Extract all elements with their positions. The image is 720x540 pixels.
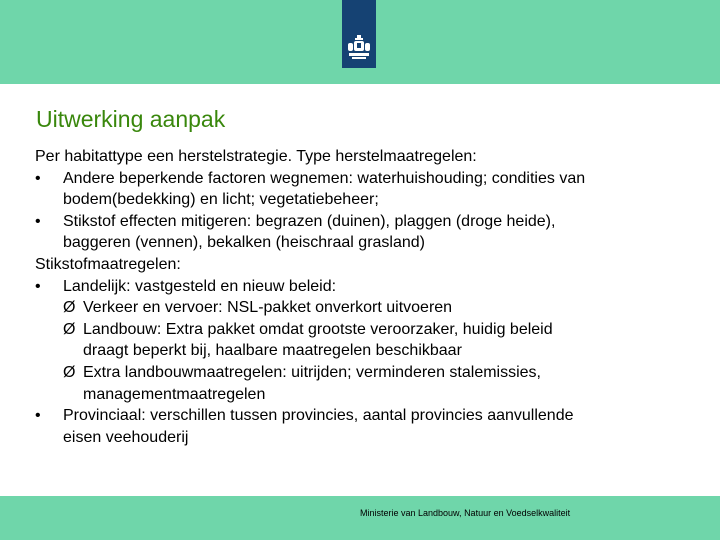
rijksoverheid-logo (342, 0, 376, 68)
sub-item-line: Verkeer en vervoer: NSL-pakket onverkort uitvoeren (83, 299, 453, 317)
sub-item-line: Extra landbouwmaatregelen: uitrijden; verminderen stalemissies, (83, 363, 541, 381)
list-item-line: Landelijk: vastgesteld en nieuw beleid: (63, 277, 337, 295)
slide-title: Uitwerking aanpak (36, 106, 226, 132)
sub-item-extra-landbouw (35, 362, 675, 405)
sub-item-line: Landbouw: Extra pakket omdat grootste veroorzaker, huidig beleid (83, 320, 553, 338)
bullet-icon: • (35, 169, 41, 187)
list-item-line: Andere beperkende factoren wegnemen: waterhuishouding; condities van (63, 169, 586, 187)
list-item-line: bodem(bedekking) en licht; vegetatiebeheer; (63, 191, 379, 209)
intro-text: Per habitattype een herstelstrategie. Type herstelmaatregelen: (35, 148, 477, 165)
list-item-line: eisen veehouderij (63, 428, 189, 446)
list-item-line: Provinciaal: verschillen tussen provincies, aantal provincies aanvullende (63, 407, 574, 425)
arrow-bullet-icon: Ø (63, 363, 76, 381)
sub-item-verkeer (35, 297, 675, 319)
sub-item-landbouw (35, 319, 675, 362)
footer-band (0, 496, 720, 540)
bullet-icon: • (35, 407, 41, 425)
list-item-line: Stikstof effecten mitigeren: begrazen (duinen), plaggen (droge heide), (63, 212, 556, 230)
list-item-type-2 (35, 211, 675, 254)
stikstof-heading: Stikstofmaatregelen: (35, 255, 181, 273)
list-item-landelijk (35, 276, 675, 298)
list-item-line: baggeren (vennen), bekalken (heischraal grasland) (63, 234, 425, 252)
coat-of-arms-icon (346, 34, 372, 60)
arrow-bullet-icon: Ø (63, 299, 76, 317)
bullet-icon: • (35, 277, 41, 295)
bullet-icon: • (35, 212, 41, 230)
list-item-type-1 (35, 168, 675, 211)
sub-item-line: draagt beperkt bij, haalbare maatregelen beschikbaar (83, 342, 462, 360)
slide-content (35, 146, 675, 448)
footer-ministry-name: Ministerie van Landbouw, Natuur en Voedselkwaliteit (360, 508, 571, 518)
list-item-provinciaal (35, 405, 675, 448)
arrow-bullet-icon: Ø (63, 320, 76, 338)
sub-item-line: managementmaatregelen (83, 385, 266, 403)
